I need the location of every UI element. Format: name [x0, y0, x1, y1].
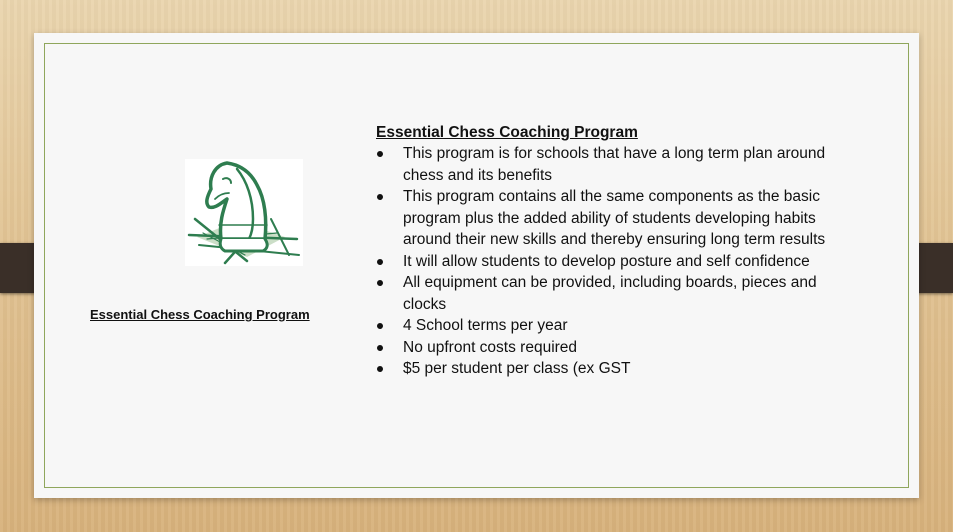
list-item-text: $5 per student per class (ex GST [403, 360, 631, 377]
bullet-icon [377, 323, 383, 329]
bullet-list [376, 143, 856, 380]
list-item-text: This program contains all the same components as the basic program plus the added ability of students developing habits around their new skills and thereby ensuring long term results [403, 188, 826, 248]
chess-knight-icon [185, 159, 303, 266]
image-caption: Essential Chess Coaching Program [90, 307, 310, 322]
list-item-text: It will allow students to develop posture and self confidence [403, 252, 810, 270]
list-item [376, 315, 856, 337]
list-item [376, 272, 856, 315]
chess-knight-logo [185, 159, 303, 266]
bullet-icon [377, 194, 383, 200]
list-item [376, 251, 856, 273]
list-item-text: No upfront costs required [403, 338, 578, 356]
list-item [376, 337, 856, 359]
list-item-text: All equipment can be provided, including boards, pieces and clocks [403, 274, 817, 313]
bullet-icon [377, 151, 383, 157]
list-item [376, 186, 856, 251]
bullet-icon [377, 345, 383, 351]
list-item-text: This program is for schools that have a long term plan around chess and its benefits [403, 145, 826, 184]
slide-content [376, 123, 856, 380]
list-item [376, 358, 856, 380]
list-item [376, 143, 856, 186]
slide-paper [34, 33, 919, 498]
slide-heading: Essential Chess Coaching Program [376, 124, 638, 141]
bullet-icon [377, 366, 383, 372]
bullet-icon [377, 280, 383, 286]
bullet-icon [377, 259, 383, 265]
list-item-text: 4 School terms per year [403, 317, 568, 334]
